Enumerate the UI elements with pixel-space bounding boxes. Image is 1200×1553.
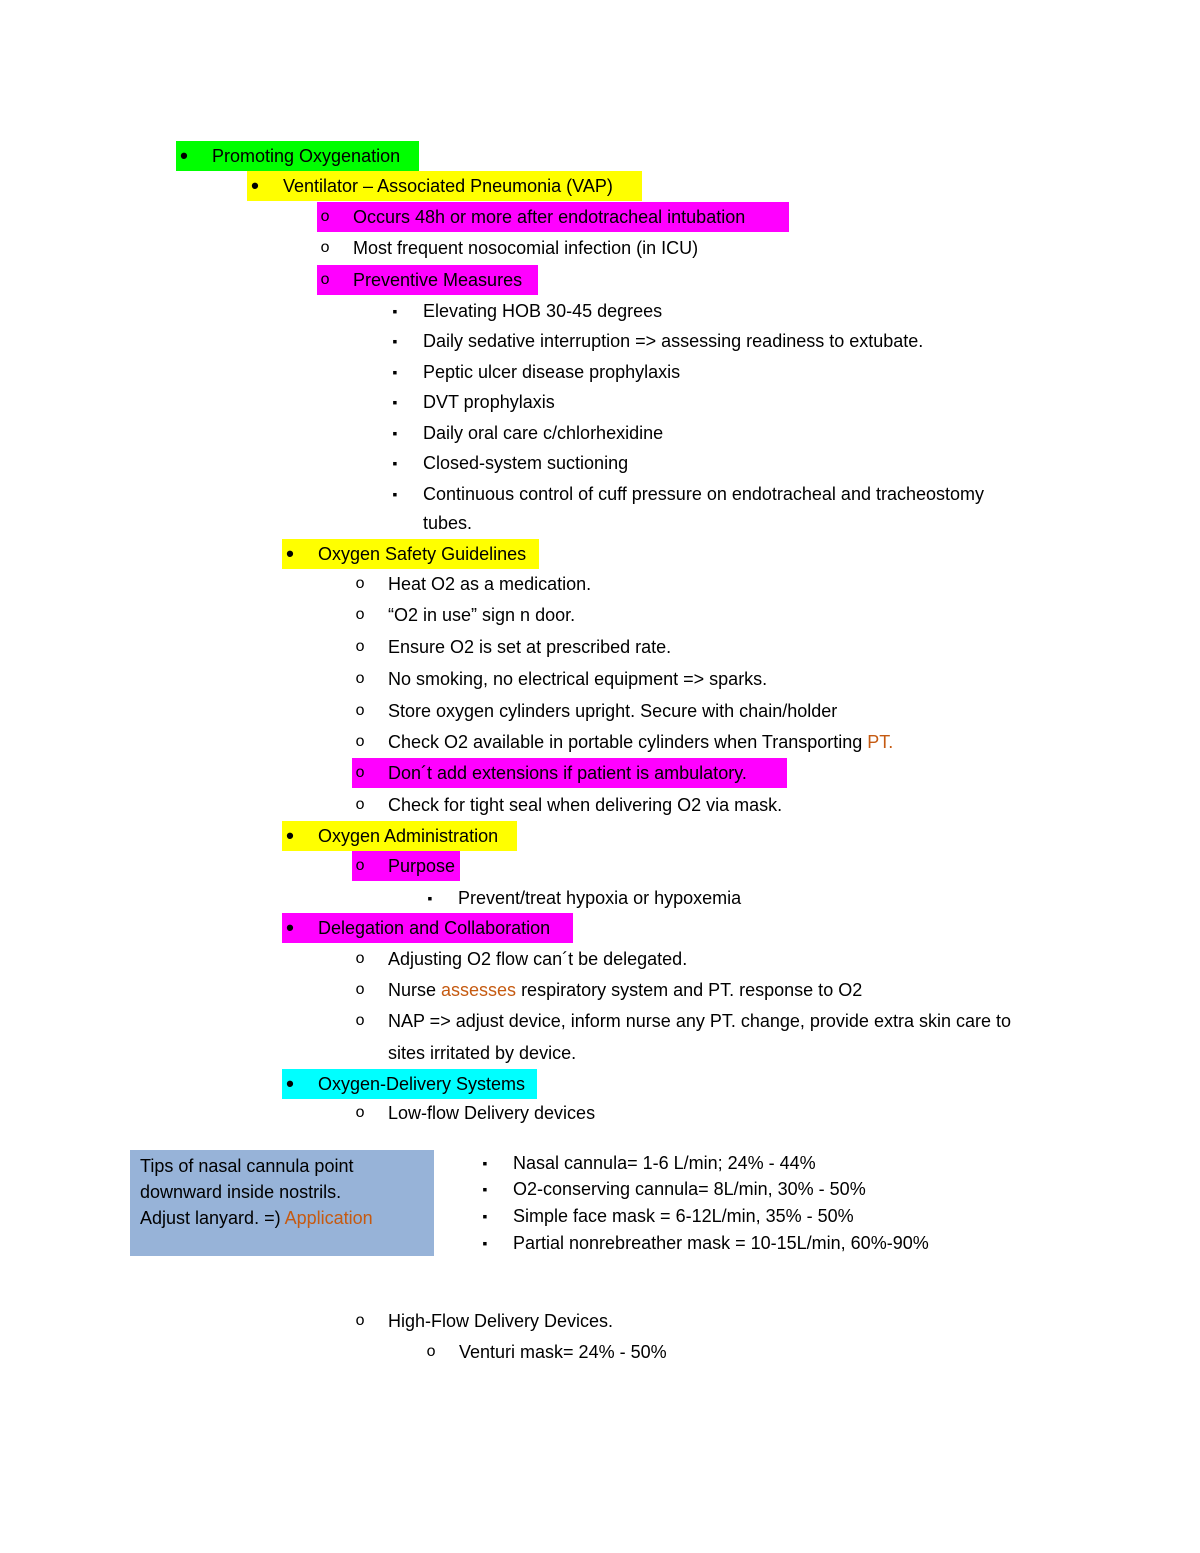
- square-marker: ▪: [482, 1208, 488, 1224]
- heading-vap: • Ventilator – Associated Pneumonia (VAP): [247, 171, 642, 201]
- bullet-marker: •: [180, 143, 188, 168]
- circle-marker: o: [355, 981, 365, 999]
- heading-oxygen-delivery: • Oxygen-Delivery Systems: [282, 1069, 537, 1099]
- circle-marker: o: [355, 606, 365, 624]
- square-marker: ▪: [392, 303, 398, 319]
- heading-delegation: • Delegation and Collaboration: [282, 913, 573, 943]
- square-marker: ▪: [392, 425, 398, 441]
- circle-marker: o: [320, 239, 330, 257]
- vap-preventive: o Preventive Measures: [317, 265, 538, 295]
- heading-oxygen-safety: • Oxygen Safety Guidelines: [282, 539, 539, 569]
- callout-line: downward inside nostrils.: [140, 1182, 342, 1202]
- circle-marker: o: [355, 702, 365, 720]
- safety-item-highlighted: o Don´t add extensions if patient is ambulatory.: [352, 758, 787, 788]
- circle-marker: o: [320, 208, 330, 226]
- bullet-marker: •: [286, 541, 294, 566]
- bullet-marker: •: [251, 173, 259, 198]
- tips-callout-box: [130, 1150, 434, 1256]
- circle-marker: o: [355, 733, 365, 751]
- circle-marker: o: [355, 1104, 365, 1122]
- square-marker: ▪: [482, 1155, 488, 1171]
- circle-marker: o: [355, 1012, 365, 1030]
- callout-line: Adjust lanyard. =) Application: [140, 1208, 373, 1228]
- assesses-highlight: assesses: [441, 980, 517, 1000]
- square-marker: ▪: [392, 364, 398, 380]
- callout-line: Tips of nasal cannula point: [140, 1156, 354, 1176]
- square-marker: ▪: [392, 486, 398, 502]
- application-highlight: Application: [284, 1208, 373, 1228]
- admin-purpose: o Purpose: [352, 851, 460, 881]
- square-marker: ▪: [392, 333, 398, 349]
- square-marker: ▪: [427, 890, 433, 906]
- square-marker: ▪: [482, 1181, 488, 1197]
- circle-marker: o: [355, 796, 365, 814]
- vap-occurs: o Occurs 48h or more after endotracheal intubation: [317, 202, 789, 232]
- circle-marker: o: [355, 575, 365, 593]
- circle-marker: o: [355, 638, 365, 656]
- circle-marker: o: [355, 1312, 365, 1330]
- square-marker: ▪: [482, 1235, 488, 1251]
- square-marker: ▪: [392, 455, 398, 471]
- circle-marker: o: [320, 271, 330, 289]
- circle-marker: o: [355, 670, 365, 688]
- circle-marker: o: [355, 857, 365, 875]
- bullet-marker: •: [286, 1071, 294, 1096]
- heading-promoting-oxygenation: • Promoting Oxygenation: [176, 141, 419, 171]
- bullet-marker: •: [286, 915, 294, 940]
- bullet-marker: •: [286, 823, 294, 848]
- circle-marker: o: [355, 764, 365, 782]
- square-marker: ▪: [392, 394, 398, 410]
- circle-marker: o: [426, 1343, 436, 1361]
- circle-marker: o: [355, 950, 365, 968]
- heading-oxygen-administration: • Oxygen Administration: [282, 821, 517, 851]
- pt-highlight: PT.: [867, 732, 894, 752]
